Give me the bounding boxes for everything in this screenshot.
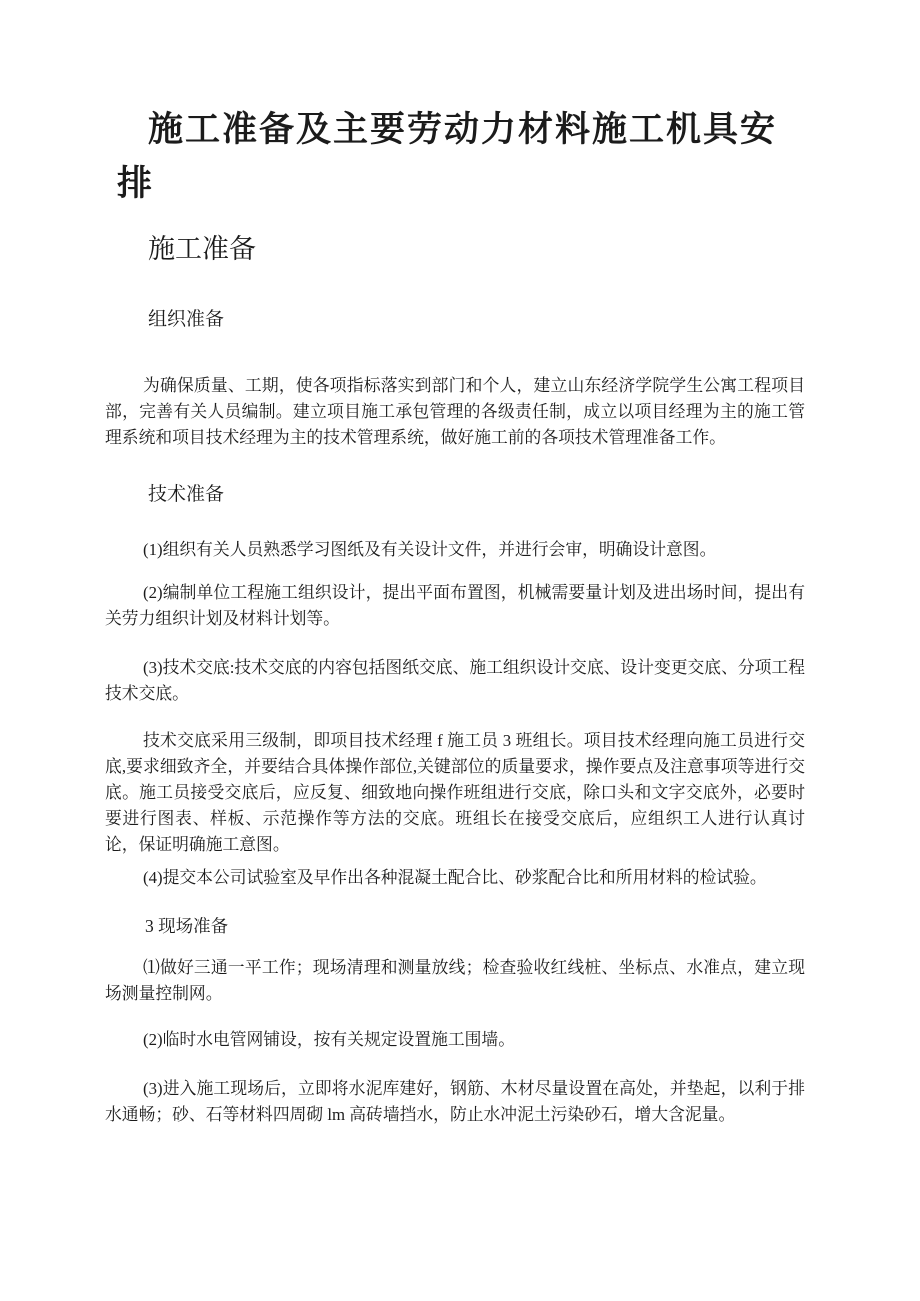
heading-site-preparation: 3 现场准备 [145, 916, 229, 936]
paragraph-site-item-3: (3)进入施工现场后，立即将水泥库建好，钢筋、木材尽量设置在高处，并垫起，以利于排水通畅；砂、石等材料四周砌 lm 高砖墙挡水，防止水冲泥土污染砂石，增大含泥量。 [105, 1079, 805, 1124]
paragraph-organization: 为确保质量、工期，使各项指标落实到部门和个人，建立山东经济学院学生公寓工程项目部，完善有关人员编制。建立项目施工承包管理的各级责任制，成立以项目经理为主的施工管理系统和项目技术经理为主的技术管理系统，做好施工前的各项技术管理准备工作。 [105, 376, 805, 447]
paragraph-technical-item-4: (4)提交本公司试验室及早作出各种混凝土配合比、砂浆配合比和所用材料的检试验。 [143, 868, 767, 887]
paragraph-technical-item-2: (2)编制单位工程施工组织设计，提出平面布置图，机械需要量计划及进出场时间，提出有关劳力组织计划及材料计划等。 [105, 583, 805, 628]
paragraph-site-item-2: (2)临时水电管网铺设，按有关规定设置施工围墙。 [143, 1030, 515, 1049]
heading-technical-preparation: 技术准备 [148, 484, 225, 505]
heading-construction-preparation: 施工准备 [148, 234, 256, 264]
paragraph-technical-item-1: (1)组织有关人员熟悉学习图纸及有关设计文件，并进行会审，明确设计意图。 [143, 540, 717, 559]
paragraph-site-item-1: ⑴做好三通一平工作；现场清理和测量放线；检查验收红线桩、坐标点、水准点，建立现场测量控制网。 [105, 958, 805, 1003]
document-title: 施工准备及主要劳动力材料施工机具安排 [117, 110, 778, 203]
paragraph-technical-item-3: (3)技术交底:技术交底的内容包括图纸交底、施工组织设计交底、设计变更交底、分项工程技术交底。 [105, 658, 805, 703]
heading-organization-preparation: 组织准备 [148, 309, 225, 330]
paragraph-technical-disclosure-detail: 技术交底采用三级制，即项目技术经理 f 施工员 3 班组长。项目技术经理向施工员进行交底,要求细致齐全，并要结合具体操作部位,关键部位的质量要求，操作要点及注意事项等进行交底。施工员接受交底后，应反复、细致地向操作班组进行交底，除口头和文字交底外，必要时要进行图表、样板、示范操作等方法的交底。班组长在接受交底后，应组织工人进行认真讨论，保证明确施工意图。 [105, 731, 805, 854]
